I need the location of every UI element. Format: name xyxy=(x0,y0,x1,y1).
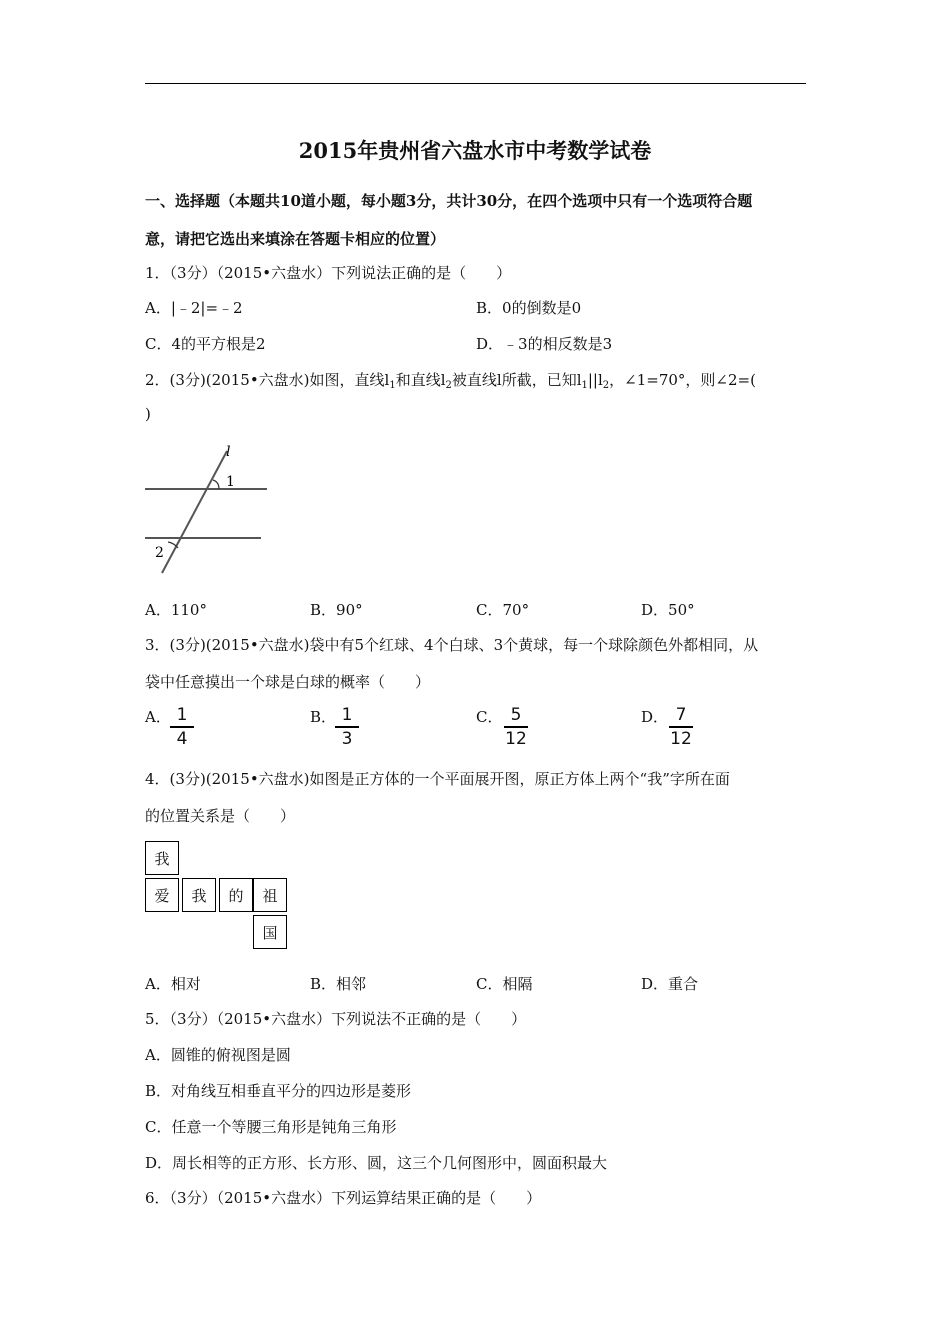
net-cell-row2-4: 祖 xyxy=(253,878,287,912)
q4-cube-net xyxy=(145,841,295,951)
q2-stem-line2: ) xyxy=(145,405,151,423)
q2-stem: 2．(3分)(2015•六盘水)如图，直线$l_1$和直线$l_2$被直线l所截，已知$l_1||l_2$，∠1=70°，则∠2=( xyxy=(145,371,756,391)
q3-option-c-fraction xyxy=(502,704,530,750)
section-heading-line2: 意，请把它选出来填涂在答题卡相应的位置） xyxy=(145,230,446,248)
q2-option-a: A．110° xyxy=(145,601,207,619)
q3-stem-line2: 袋中任意摸出一个球是白球的概率（ ） xyxy=(145,673,431,691)
q3-option-d-fraction xyxy=(667,704,695,750)
q3-option-a-label: A． xyxy=(145,708,171,726)
section-heading-line1: 一、选择题（本题共10道小题，每小题3分，共计30分，在四个选项中只有一个选项符合题 xyxy=(145,192,753,210)
q2-option-c: C．70° xyxy=(476,601,530,619)
q4-option-b: B．相邻 xyxy=(310,975,367,993)
q5-option-b: B．对角线互相垂直平分的四边形是菱形 xyxy=(145,1082,412,1100)
q1-option-a: A．|﹣2|=﹣2 xyxy=(145,299,243,317)
label-l: l xyxy=(226,444,231,460)
q1-option-b: B．0的倒数是0 xyxy=(476,299,582,317)
q1-stem: 1．（3分）（2015•六盘水）下列说法正确的是（ ） xyxy=(145,264,512,282)
q5-option-c: C．任意一个等腰三角形是钝角三角形 xyxy=(145,1118,397,1136)
angle1-arc xyxy=(213,480,219,489)
fraction-numerator: 1 xyxy=(176,705,188,725)
q3-option-b-label: B． xyxy=(310,708,337,726)
q4-option-c: C．相隔 xyxy=(476,975,533,993)
q6-stem: 6．（3分）（2015•六盘水）下列运算结果正确的是（ ） xyxy=(145,1189,542,1207)
net-cell-top: 我 xyxy=(145,841,179,875)
q3-stem-line1: 3．(3分)(2015•六盘水)袋中有5个红球、4个白球、3个黄球，每一个球除颜色外都相同，从 xyxy=(145,636,759,654)
q3-option-d-label: D． xyxy=(641,708,669,726)
q4-stem-line2: 的位置关系是（ ） xyxy=(145,807,296,825)
fraction-denominator: 12 xyxy=(670,728,692,749)
q2-parallel-lines-figure xyxy=(140,440,275,580)
fraction-denominator: 4 xyxy=(176,728,188,749)
header-rule xyxy=(145,83,806,84)
q4-option-d: D．重合 xyxy=(641,975,699,993)
net-cell-bottom: 国 xyxy=(253,915,287,949)
q4-stem-line1: 4．(3分)(2015•六盘水)如图是正方体的一个平面展开图，原正方体上两个“我”字所在面 xyxy=(145,770,730,788)
q5-option-d: D．周长相等的正方形、长方形、圆，这三个几何图形中，圆面积最大 xyxy=(145,1154,608,1172)
q2-option-d: D．50° xyxy=(641,601,695,619)
net-cell-row2-3: 的 xyxy=(219,878,253,912)
page-title: 2015年贵州省六盘水市中考数学试卷 xyxy=(298,138,652,163)
net-cell-row2-1: 爱 xyxy=(145,878,179,912)
fraction-numerator: 1 xyxy=(341,705,353,725)
fraction-denominator: 12 xyxy=(505,728,527,749)
fraction-numerator: 5 xyxy=(510,705,522,725)
q1-option-c: C．4的平方根是2 xyxy=(145,335,266,353)
transversal-l xyxy=(162,451,227,573)
q5-stem: 5．（3分）（2015•六盘水）下列说法不正确的是（ ） xyxy=(145,1010,527,1028)
q1-option-d: D．﹣3的相反数是3 xyxy=(476,335,613,353)
label-angle1: 1 xyxy=(226,474,235,490)
fraction-denominator: 3 xyxy=(341,728,353,749)
q5-option-a: A．圆锥的俯视图是圆 xyxy=(145,1046,291,1064)
q3-option-b-fraction xyxy=(333,704,361,750)
q3-option-c-label: C． xyxy=(476,708,503,726)
q2-option-b: B．90° xyxy=(310,601,363,619)
q3-option-a-fraction xyxy=(168,704,196,750)
q4-option-a: A．相对 xyxy=(145,975,201,993)
fraction-numerator: 7 xyxy=(675,705,687,725)
net-cell-row2-2: 我 xyxy=(182,878,216,912)
label-angle2: 2 xyxy=(155,545,164,561)
